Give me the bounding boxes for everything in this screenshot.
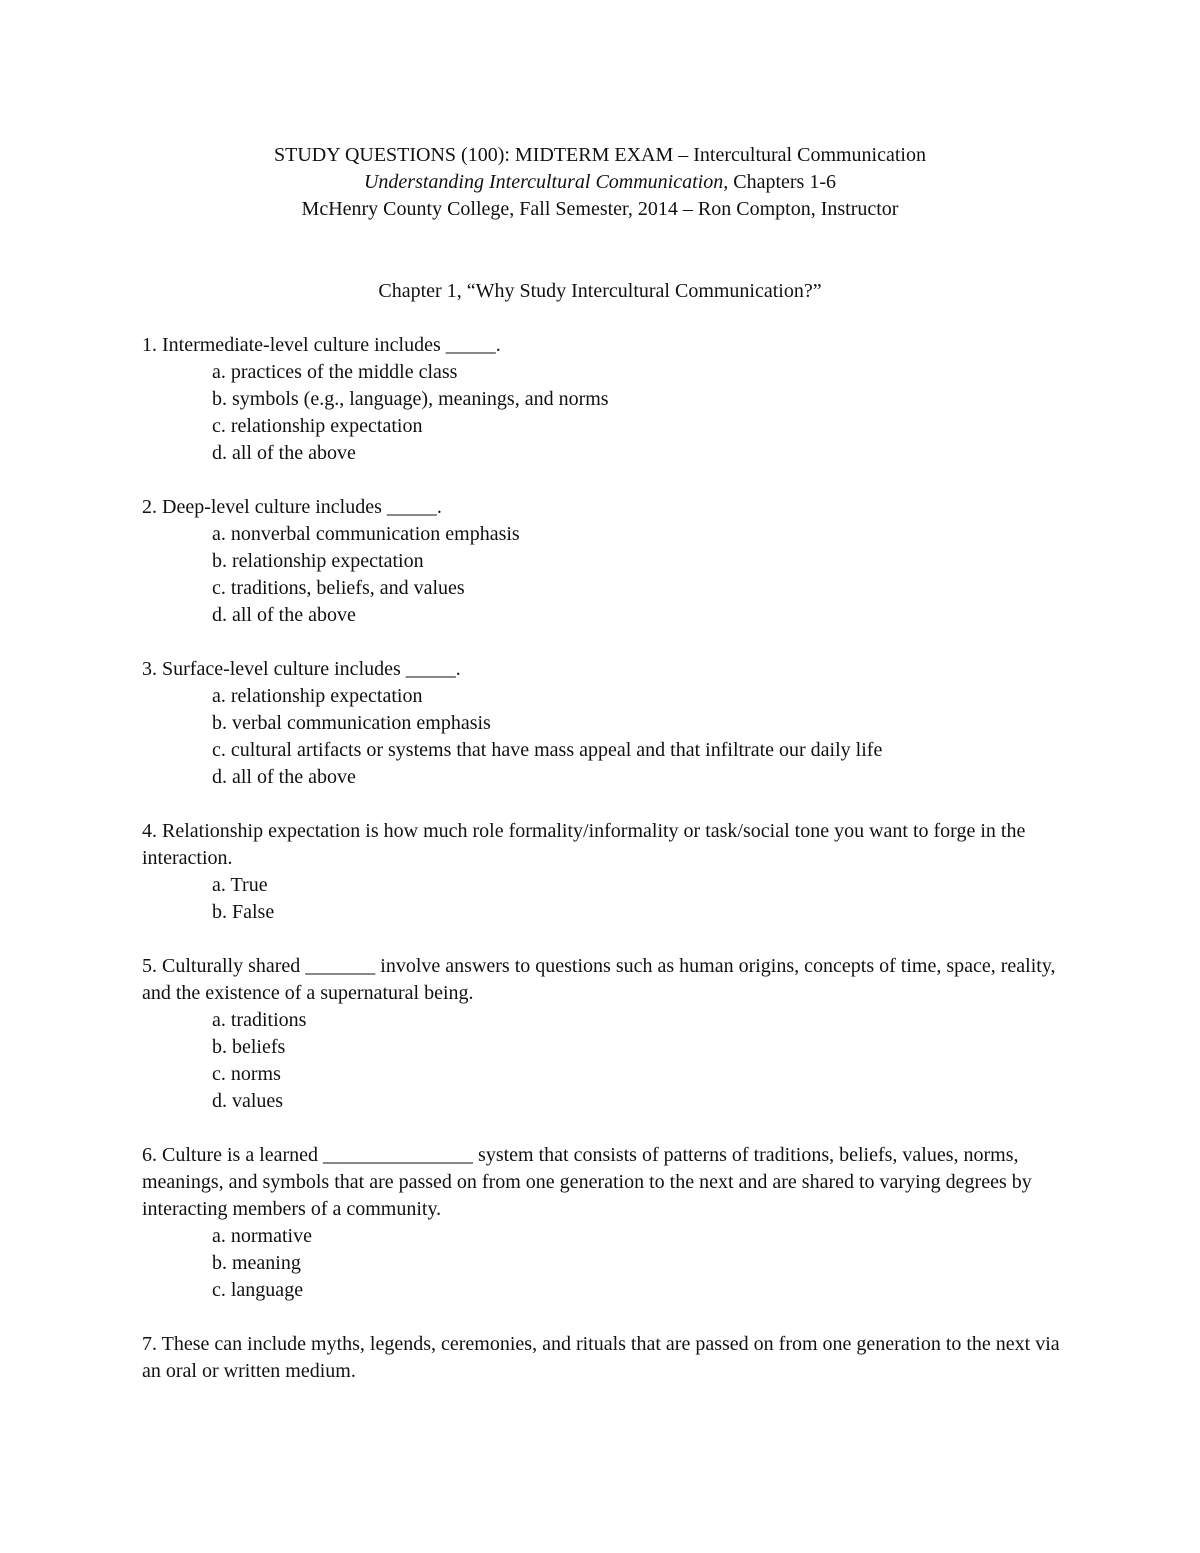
answer-option: a. traditions xyxy=(212,1009,307,1031)
question-stem: 4. Relationship expectation is how much role formality/informality or task/social tone you want to forge in the interaction. xyxy=(142,820,1026,869)
answer-option: b. symbols (e.g., language), meanings, and norms xyxy=(212,388,609,410)
answer-option: c. traditions, beliefs, and values xyxy=(212,577,465,599)
answer-option: a. relationship expectation xyxy=(212,685,423,707)
answer-option: c. norms xyxy=(212,1063,281,1085)
question-4 xyxy=(142,818,1062,926)
chapter-title: Chapter 1, “Why Study Intercultural Communication?” xyxy=(378,280,822,302)
header-book-title: Understanding Intercultural Communication, xyxy=(363,171,729,193)
question-stem: 3. Surface-level culture includes _____. xyxy=(142,658,461,680)
question-1 xyxy=(142,332,1062,467)
answer-option: b. relationship expectation xyxy=(212,550,424,572)
question-stem: 2. Deep-level culture includes _____. xyxy=(142,496,442,518)
answer-option: d. all of the above xyxy=(212,604,356,626)
question-2 xyxy=(142,494,1062,629)
question-6 xyxy=(142,1142,1062,1304)
answer-option: b. meaning xyxy=(212,1252,301,1274)
answer-option: b. False xyxy=(212,901,275,923)
answer-option: c. language xyxy=(212,1279,304,1301)
header-chapters: Chapters 1-6 xyxy=(728,171,836,193)
answer-option: d. all of the above xyxy=(212,766,356,788)
answer-option: d. all of the above xyxy=(212,442,356,464)
header-institution: McHenry County College, Fall Semester, 2014 – Ron Compton, Instructor xyxy=(301,198,899,220)
question-5 xyxy=(142,953,1062,1115)
answer-option: a. practices of the middle class xyxy=(212,361,458,383)
answer-option: c. cultural artifacts or systems that have mass appeal and that infiltrate our daily life xyxy=(212,739,883,761)
answer-option: b. beliefs xyxy=(212,1036,286,1058)
question-stem: 5. Culturally shared _______ involve answers to questions such as human origins, concepts of time, space, reality, and the existence of a supernatural being. xyxy=(142,955,1056,1004)
answer-option: a. normative xyxy=(212,1225,312,1247)
document-header xyxy=(0,142,1200,223)
answer-option: b. verbal communication emphasis xyxy=(212,712,491,734)
question-stem: 7. These can include myths, legends, ceremonies, and rituals that are passed on from one generation to the next via an oral or written medium. xyxy=(142,1333,1060,1382)
answer-option: a. True xyxy=(212,874,268,896)
answer-option: c. relationship expectation xyxy=(212,415,423,437)
header-course-text xyxy=(0,169,1200,196)
header-title: STUDY QUESTIONS (100): MIDTERM EXAM – Intercultural Communication xyxy=(274,144,926,166)
question-7 xyxy=(142,1331,1062,1385)
question-stem: 1. Intermediate-level culture includes _____. xyxy=(142,334,501,356)
question-stem: 6. Culture is a learned _______________ system that consists of patterns of traditions, beliefs, values, norms, meanings, and symbols that are passed on from one generation to the next and are shared to varying degrees by interacting members of a community. xyxy=(142,1144,1032,1220)
answer-option: a. nonverbal communication emphasis xyxy=(212,523,520,545)
answer-option: d. values xyxy=(212,1090,284,1112)
question-3 xyxy=(142,656,1062,791)
